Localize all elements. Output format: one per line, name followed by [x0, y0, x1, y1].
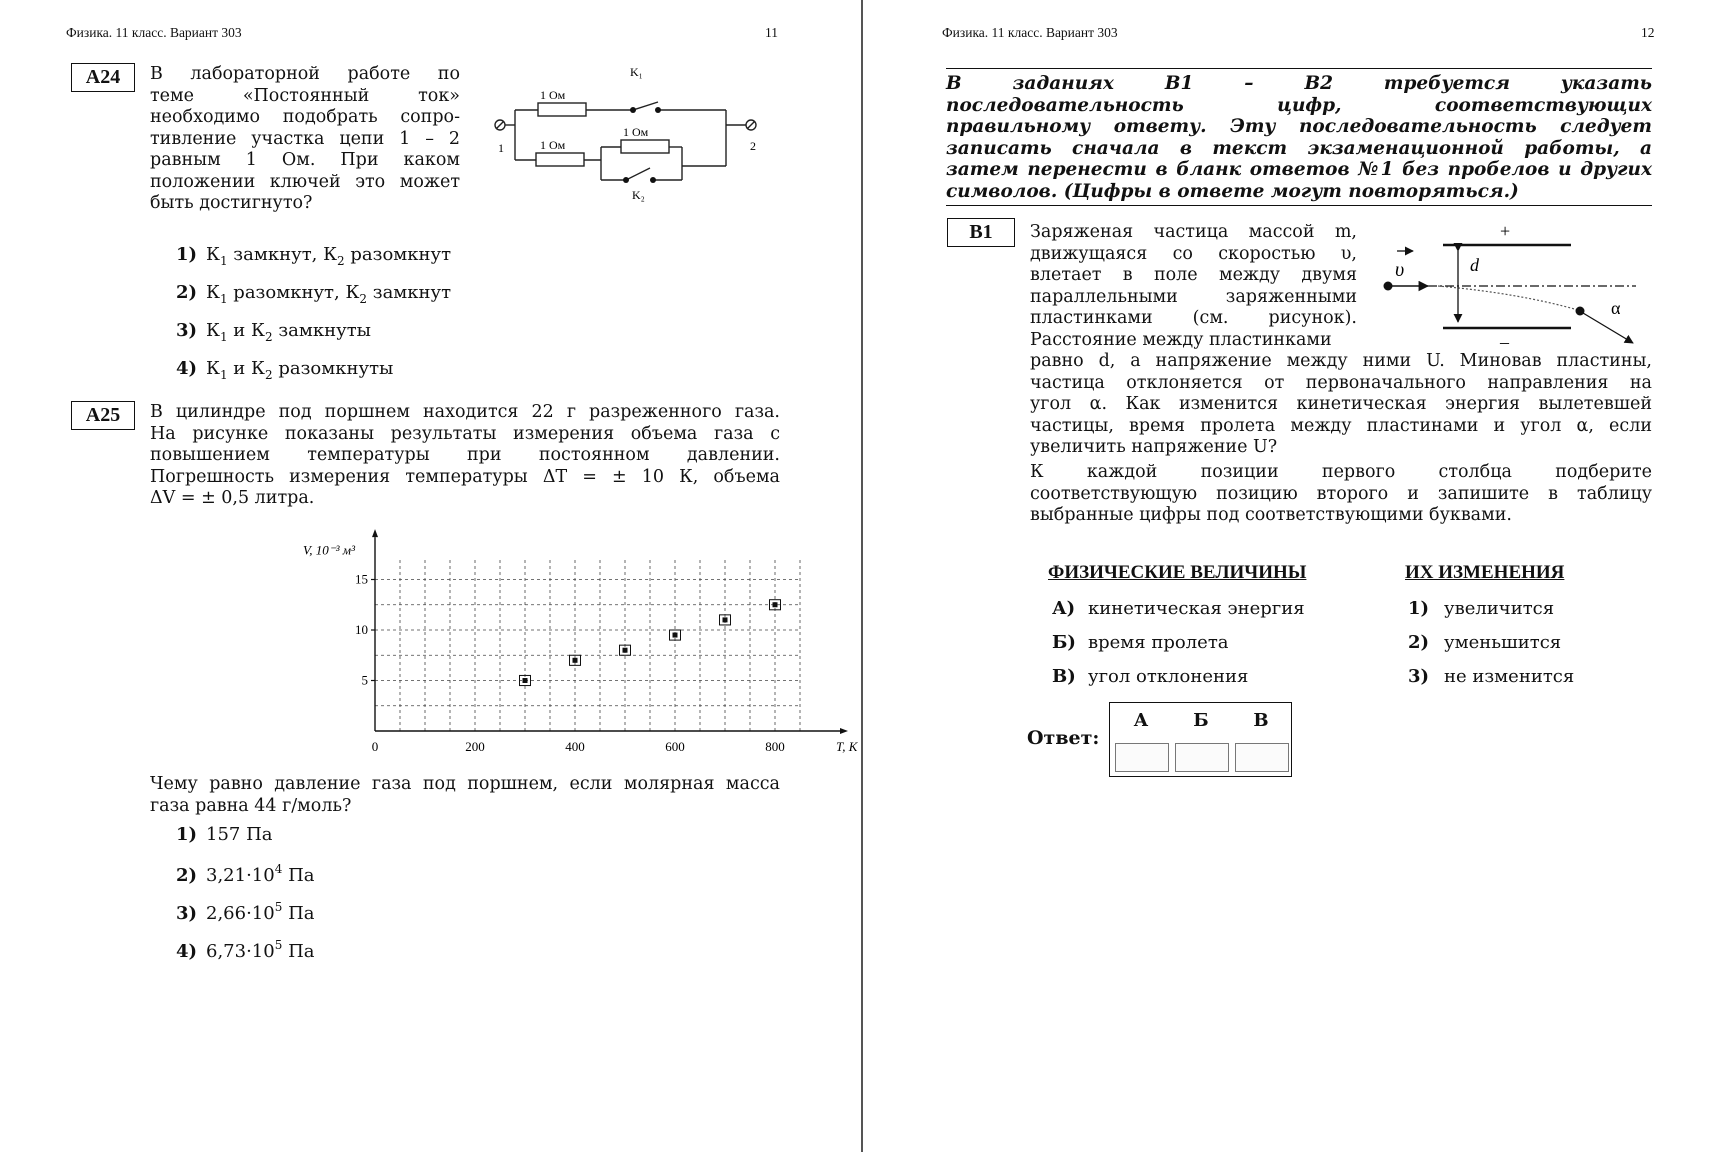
- row-key: 2): [1408, 632, 1430, 653]
- b1-text-line: угол α. Как изменится кинетическая энергия вылетевшей: [1030, 394, 1652, 414]
- task-label-a25: А25: [71, 401, 135, 430]
- plate-plus-sign: +: [1500, 221, 1511, 241]
- option-text: $3,21\cdot 10^4$ Па: [206, 862, 315, 886]
- a24-text-line: положении ключей это может: [150, 171, 460, 192]
- plate-minus-sign: –: [1500, 332, 1509, 352]
- answer-col-a: А: [1133, 710, 1149, 731]
- row-key: В): [1052, 666, 1076, 687]
- a25-text-line: На рисунке показаны результаты измерения объема газа с: [150, 423, 780, 444]
- b1-task-line: выбранные цифры под соответствующими буквами.: [1030, 505, 1512, 525]
- answer-col-v: В: [1253, 710, 1269, 731]
- option-text: $К_1$ разомкнут, $К_2$ замкнут: [206, 282, 452, 306]
- switch-k2-label: K₂: [632, 188, 645, 202]
- left-page-number: 11: [765, 25, 778, 40]
- b1-text-narrow: [1030, 222, 1357, 351]
- option-text: $2,66\cdot 10^5$ Па: [206, 900, 315, 924]
- a24-option-3[interactable]: [176, 320, 371, 344]
- instruction-line: последовательность цифр, соответствующих: [946, 94, 1652, 116]
- b1-task-line: К каждой позиции первого столбца подберите: [1030, 462, 1652, 482]
- a25-question-prompt: [150, 774, 780, 817]
- a24-text-line: теме «Постоянный ток»: [150, 85, 460, 106]
- row-text: угол отклонения: [1088, 666, 1249, 687]
- option-number: 1): [176, 244, 198, 265]
- row-text: не изменится: [1444, 666, 1575, 687]
- x-axis-label: T, К: [836, 739, 858, 754]
- a25-question-line: Чему равно давление газа под поршнем, если молярная масса: [150, 774, 780, 794]
- y-tick-label: 15: [355, 571, 368, 587]
- x-tick-label: 800: [765, 739, 785, 754]
- y-tick-label: 10: [355, 622, 368, 637]
- a25-question-line: газа равна 44 г/моль?: [150, 795, 352, 816]
- right-page-header: Физика. 11 класс. Вариант 303: [942, 25, 1118, 40]
- switch-k1-label: K₁: [630, 65, 643, 79]
- data-point: [623, 648, 628, 653]
- y-tick-label: 5: [361, 672, 368, 688]
- col1-header: ФИЗИЧЕСКИЕ ВЕЛИЧИНЫ: [1048, 562, 1307, 583]
- option-text: $6,73\cdot 10^5$ Па: [206, 938, 315, 962]
- option-number: 4): [176, 941, 198, 962]
- velocity-label: υ: [1395, 259, 1405, 281]
- change-row-1: [1408, 598, 1554, 619]
- resistor-r2-label: 1 Ом: [540, 138, 566, 152]
- row-text: увеличится: [1444, 598, 1555, 619]
- data-point: [723, 617, 728, 622]
- option-number: 4): [176, 358, 198, 379]
- row-key: 3): [1408, 666, 1430, 687]
- task-label-a24: А24: [71, 63, 135, 92]
- page-divider: [861, 0, 863, 1152]
- section-b-instructions: [946, 68, 1652, 206]
- b1-task-text: [1030, 462, 1652, 527]
- a24-question-text: [150, 64, 460, 215]
- y-axis-arrow: [372, 529, 378, 537]
- a25-option-2[interactable]: [176, 862, 315, 886]
- a24-option-1[interactable]: [176, 244, 451, 268]
- a24-text-line: тивление участка цепи 1 – 2: [150, 128, 460, 149]
- row-text: время пролета: [1088, 632, 1229, 653]
- task-label-b1: В1: [947, 218, 1015, 247]
- answer-cell-b[interactable]: [1175, 743, 1229, 772]
- a25-text-line: повышением температуры при постоянном давлении.: [150, 445, 780, 465]
- a24-option-2[interactable]: [176, 282, 451, 306]
- a25-text-line: Погрешность измерения температуры ΔT = ± 10 К, объема: [150, 466, 780, 487]
- option-text: $К_1$ замкнут, $К_2$ разомкнут: [206, 244, 452, 268]
- right-page-number: 12: [1641, 25, 1655, 40]
- option-number: 2): [176, 282, 198, 303]
- data-point: [673, 633, 678, 638]
- answer-cell-a[interactable]: [1115, 743, 1169, 772]
- row-key: А): [1052, 598, 1076, 619]
- answer-cell-v[interactable]: [1235, 743, 1289, 772]
- instruction-line: записать сначала в текст экзаменационной работы, а: [946, 137, 1652, 159]
- col2-header: ИХ ИЗМЕНЕНИЯ: [1405, 562, 1565, 583]
- a24-text-line: В лабораторной работе по: [150, 64, 460, 84]
- b1-text-line: параллельными заряженными: [1030, 286, 1357, 307]
- instruction-line: правильному ответу. Эту последовательность следует: [946, 116, 1652, 137]
- quantity-row-3: [1052, 666, 1248, 687]
- b1-text-line: частица отклоняется от первоначального направления на: [1030, 372, 1652, 393]
- b1-text-line: влетает в поле между двумя: [1030, 265, 1357, 285]
- answer-grid: [1109, 702, 1292, 777]
- b1-text-line: равно d, а напряжение между ними U. Миновав пластины,: [1030, 351, 1652, 371]
- a25-text-line: ΔV = ± 0,5 литра.: [150, 488, 315, 508]
- charged-particle-figure: [1378, 215, 1648, 350]
- quantity-row-2: [1052, 632, 1229, 653]
- option-number: 3): [176, 320, 198, 341]
- row-text: уменьшится: [1444, 632, 1562, 653]
- b1-text-line: движущаяся со скоростью υ,: [1030, 243, 1357, 264]
- x-tick-label: 400: [565, 739, 585, 754]
- a25-text-line: В цилиндре под поршнем находится 22 г разреженного газа.: [150, 402, 780, 422]
- resistor-r1-label: 1 Ом: [540, 88, 566, 102]
- a25-option-4[interactable]: [176, 938, 315, 962]
- a25-question-text: [150, 402, 780, 510]
- b1-task-line: соответствующую позицию второго и запишите в таблицу: [1030, 483, 1652, 504]
- b1-text-wide: [1030, 351, 1652, 459]
- instruction-line: затем перенести в бланк ответов №1 без пробелов и других: [946, 159, 1652, 180]
- x-tick-label: 0: [371, 739, 379, 754]
- b1-text-line: Расстояние между пластинками: [1030, 329, 1332, 350]
- angle-alpha-label: α: [1611, 298, 1621, 318]
- option-number: 3): [176, 903, 198, 924]
- a24-text-line: необходимо подобрать сопро-: [150, 107, 460, 127]
- terminal-2-label: 2: [750, 139, 756, 153]
- option-text: $К_1$ и $К_2$ разомкнуты: [206, 358, 394, 382]
- b1-text-line: пластинками (см. рисунок).: [1030, 308, 1357, 328]
- x-tick-label: 600: [665, 739, 685, 754]
- instruction-line: символов. (Цифры в ответе могут повторяться.): [946, 180, 1519, 202]
- option-text: 157 Па: [206, 824, 273, 845]
- a24-option-4[interactable]: [176, 358, 393, 382]
- row-key: 1): [1408, 598, 1430, 619]
- a24-text-line: быть достигнуто?: [150, 193, 313, 213]
- x-tick-label: 200: [465, 739, 485, 754]
- volume-temperature-chart: [290, 525, 858, 760]
- instruction-line: В заданиях В1 – В2 требуется указать: [946, 73, 1652, 94]
- circuit-diagram: [488, 58, 778, 208]
- answer-col-b: Б: [1193, 710, 1209, 731]
- quantity-row-1: [1052, 598, 1305, 619]
- answer-label: Ответ:: [1027, 727, 1100, 749]
- a24-text-line: равным 1 Ом. При каком: [150, 150, 460, 170]
- option-text: $К_1$ и $К_2$ замкнуты: [206, 320, 371, 344]
- a25-option-3[interactable]: [176, 900, 315, 924]
- b1-text-line: частицы, время пролета между пластинами и угол α, если: [1030, 415, 1652, 436]
- data-point: [573, 658, 578, 663]
- resistor-r3-label: 1 Ом: [623, 125, 649, 139]
- option-number: 2): [176, 865, 198, 886]
- row-text: кинетическая энергия: [1088, 598, 1305, 619]
- change-row-3: [1408, 666, 1574, 687]
- b1-text-line: увеличить напряжение U?: [1030, 437, 1278, 457]
- option-number: 1): [176, 824, 198, 845]
- distance-d-label: d: [1470, 255, 1479, 275]
- terminal-1-label: 1: [498, 141, 504, 155]
- y-axis-label: V, 10⁻³ м³: [303, 542, 355, 558]
- b1-text-line: Заряженая частица массой m,: [1030, 222, 1357, 242]
- data-point: [773, 602, 778, 607]
- data-point: [523, 678, 528, 683]
- row-key: Б): [1052, 632, 1076, 653]
- left-page-header: Физика. 11 класс. Вариант 303: [66, 25, 242, 40]
- a25-option-1[interactable]: [176, 824, 273, 845]
- x-axis-arrow: [840, 728, 848, 734]
- change-row-2: [1408, 632, 1561, 653]
